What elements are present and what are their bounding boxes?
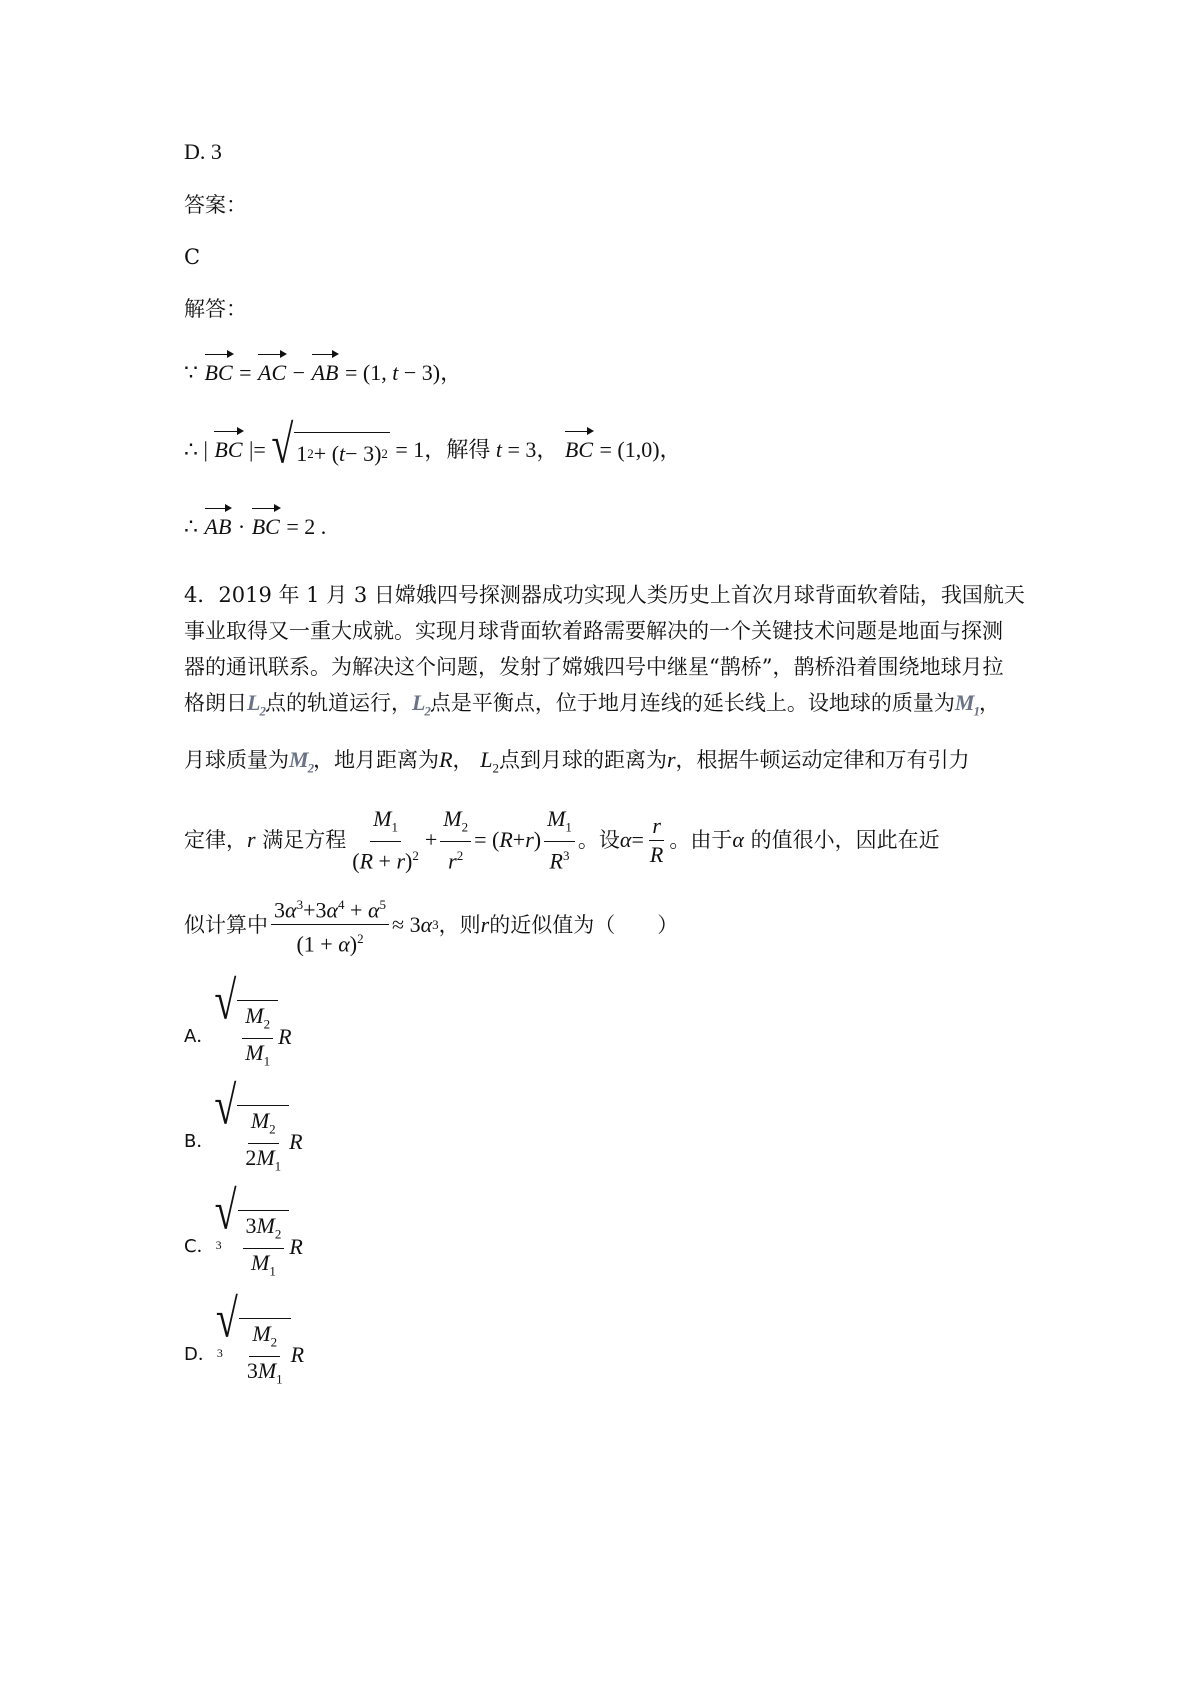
option-b[interactable]: B． √ $\frac{M_2}{2M_1}$ R [184, 1105, 303, 1180]
question-line-6: 定律， r 满足方程 $\frac{M_1}{(R + r)^2}$ + $\frac{M_2}{r^2}$ = ( R + r ) $\frac{M_1}{R^3}$ 。设 α = $\frac{r}{R}$ 。由于 α 的值很小，因此在近 [184, 806, 940, 874]
question-line-5: 月球质量为$M_2$，地月距离为R， $L_2$点到月球的距离为r，根据牛顿运动定律和万有引力 [184, 747, 970, 776]
option-a[interactable]: A． √ $\frac{M_2}{M_1}$ R [184, 1000, 292, 1075]
question-line-1: 4．2019 年 1 月 3 日嫦娥四号探测器成功实现人类历史上首次月球背面软着陆，我国航天 [184, 583, 1025, 607]
question-line-2: 事业取得又一重大成就。实现月球背面软着路需要解决的一个关键技术问题是地面与探测 [184, 619, 1003, 643]
solution-line-1: ∵ BC = AC − AB = (1, t − 3)， [184, 358, 462, 388]
question-line-7: 似计算中 $\frac{3\alpha^3+3\alpha^4 + \alpha^5}{(1 + \alpha)^2}$ ≈ 3 α 3 ，则 r 的近似值为（ ） [184, 892, 678, 958]
question-line-4: 格朗日$L_2$点的轨道运行，$L_2$点是平衡点，位于地月连线的延长线上。设地球的质量为$M_1$， [184, 690, 1000, 719]
question-line-3: 器的通讯联系。为解决这个问题，发射了嫦娥四号中继星“鹊桥”，鹊桥沿着围绕地球月拉 [184, 655, 1004, 679]
previous-option-d: D. 3 [184, 139, 222, 164]
solution-label: 解答： [184, 297, 247, 321]
solution-line-2: ∴ | BC |= √ 1 2 + ( t − 3) 2 = 1，解得 t = 3， BC = (1,0)， [184, 413, 682, 475]
answer-value: C [184, 245, 201, 269]
answer-label: 答案： [184, 193, 247, 217]
option-d[interactable]: D． 3 √ $\frac{M_2}{3M_1}$ R [184, 1318, 304, 1393]
option-c[interactable]: C． 3 √ $\frac{3M_2}{M_1}$ R [184, 1210, 303, 1285]
solution-line-3: ∴ AB · BC = 2 . [184, 512, 326, 542]
